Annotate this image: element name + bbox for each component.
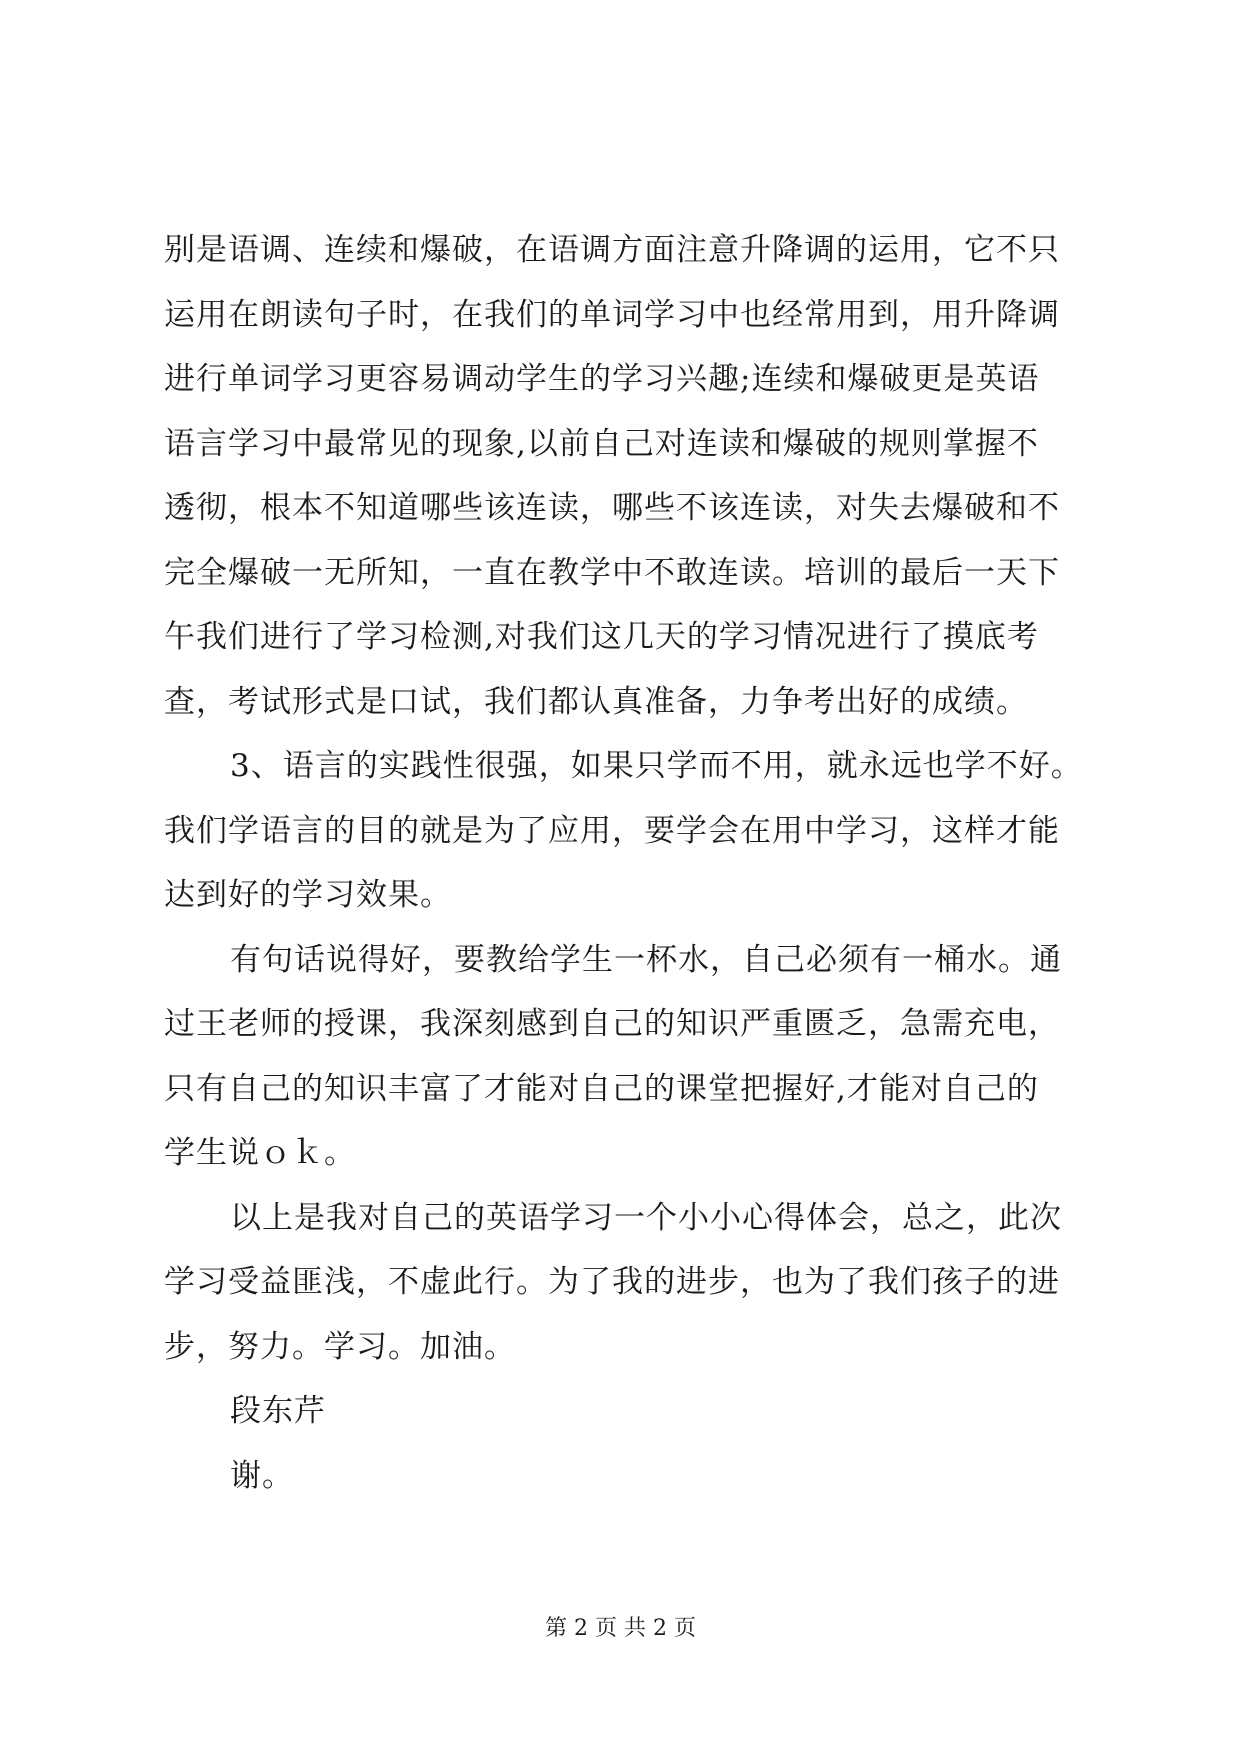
text-line: 有句话说得好，要教给学生一杯水，自己必须有一桶水。通 [230,941,1062,978]
paragraph [164,928,1084,1186]
text-line: 达到好的学习效果。 [164,877,452,913]
text-line: 运用在朗读句子时，在我们的单词学习中也经常用到，用升降调 [164,296,1060,333]
closing [164,1444,1084,1509]
text-line: 学生说ｏｋ。 [164,1135,356,1171]
paragraph [164,1186,1084,1380]
text-line: 午我们进行了学习检测,对我们这几天的学习情况进行了摸底考 [164,619,1039,655]
text-line: 步，努力。学习。加油。 [164,1328,516,1365]
text-line: 只有自己的知识丰富了才能对自己的课堂把握好,才能对自己的 [164,1070,1039,1107]
text-line: 语言学习中最常见的现象,以前自己对连读和爆破的规则掌握不 [164,425,1039,462]
page-number-label: 第 2 页 共 2 页 [545,1616,696,1641]
text-line: 透彻，根本不知道哪些该连读，哪些不该连读，对失去爆破和不 [164,490,1060,526]
closing-text: 谢。 [230,1457,294,1494]
paragraph [164,734,1084,928]
signature-name: 段东芹 [230,1393,326,1429]
document-body [164,218,1084,1508]
text-line: 我们学语言的目的就是为了应用，要学会在用中学习，这样才能 [164,812,1060,849]
text-line: 过王老师的授课，我深刻感到自己的知识严重匮乏，急需充电， [164,1006,1060,1042]
signature [164,1379,1084,1444]
text-line: 别是语调、连续和爆破，在语调方面注意升降调的运用，它不只 [164,232,1060,268]
text-line: 学习受益匪浅，不虚此行。为了我的进步，也为了我们孩子的进 [164,1264,1060,1300]
text-line: 以上是我对自己的英语学习一个小小心得体会，总之，此次 [230,1199,1062,1236]
text-line: 3、语言的实践性很强，如果只学而不用，就永远也学不好。 [230,748,1083,784]
page-footer [0,1614,1241,1644]
text-line: 进行单词学习更容易调动学生的学习兴趣;连续和爆破更是英语 [164,361,1040,397]
text-line: 完全爆破一无所知，一直在教学中不敢连读。培训的最后一天下 [164,554,1060,591]
text-line: 查，考试形式是口试，我们都认真准备，力争考出好的成绩。 [164,683,1028,720]
paragraph [164,218,1084,734]
